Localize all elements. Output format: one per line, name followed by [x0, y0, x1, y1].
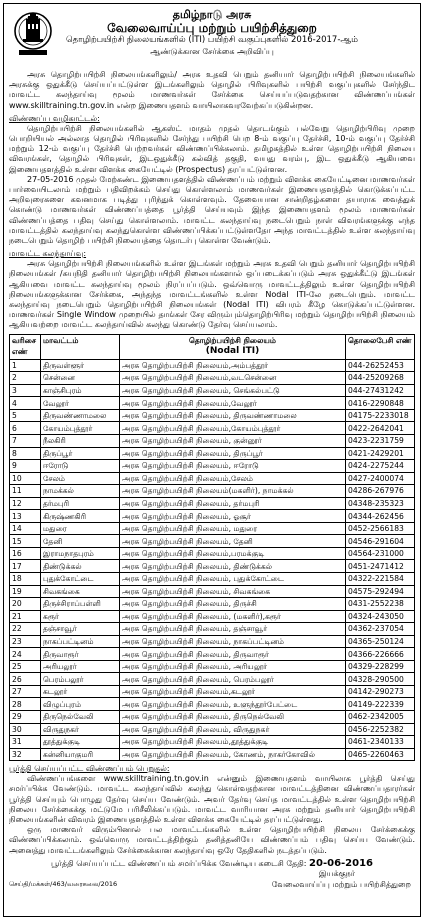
row-iti: அரசு தொழிற்பயிற்சி நிலையம், புதுக்கோட்டை — [120, 572, 346, 585]
counselling-paragraph: அரசு தொழிற்பயிற்சி நிலையங்களில் உள்ள இடங்கள் மற்றும் அரசு உதவி பெறும் தனியார் தொழிற்பயிற்சி நிலையங்கள் /சுயநிதி தனியார் தொழிற்பயிற்சி நிலையங்களால் ஒப்படைக்கப்படும் அரசு ஒதுக்கீட்டு இடங்கள் ஆகியவை மாவட்ட கலந்தாய்வு மூலம் நிரப்பப்படும். ஒவ்வொரு மாவட்டத்திலும் உள்ள தொழிற்பயிற்சி நிலையங்களுக்கான சேர்க்கை, அந்தந்த மாவட்டங்களில் உள்ள Nodal ITI-லே நடைபெறும். மாவட்ட கலந்தாய்வு நடைபெறும் தொழிற்பயிற்சி நிலையங்கள் (Nodal ITI) விபரம் கீழே கொடுக்கப்பட்டுள்ளன. மாணவர்கள் Single Window முறையில் தாங்கள் சேர விரும்பும்தொழிற்பிரிவு மற்றும் தொழிற்பயிற்சி நிலையம் ஆகியவற்றை மாவட்ட கலந்தாய்வில் கலந்து கொண்டு தேர்வு செய்யலாம். — [9, 259, 415, 330]
row-iti: அரசு தொழிற்பயிற்சி நிலையம்,பரமக்குடி — [120, 547, 346, 560]
row-serial: 14 — [10, 522, 41, 535]
row-district: தூத்துக்குடி — [41, 736, 120, 749]
row-district: கடலூர் — [41, 685, 120, 698]
row-phone: 0424-2275244 — [346, 460, 415, 473]
row-serial: 1 — [10, 359, 41, 372]
row-phone: 0423-2231759 — [346, 434, 415, 447]
table-row — [10, 585, 415, 598]
row-serial: 24 — [10, 648, 41, 661]
row-district: சிவகங்கை — [41, 585, 120, 598]
table-row — [10, 560, 415, 573]
signatory-department: வேலைவாய்ப்பு மற்றும் பயிற்சித்துறை — [271, 879, 411, 889]
col-header-phone: தொலைபேசி எண் — [346, 334, 415, 359]
row-iti: அரசு தொழிற்பயிற்சி நிலையம், விருதுநகர் — [120, 723, 346, 736]
table-row — [10, 434, 415, 447]
notice-header — [9, 8, 415, 70]
row-phone: 04575-292494 — [346, 585, 415, 598]
row-iti: அரசு தொழிற்பயிற்சி நிலையம், திருச்சி — [120, 598, 346, 611]
table-row — [10, 547, 415, 560]
row-serial: 29 — [10, 710, 41, 723]
col-header-iti — [120, 334, 346, 359]
row-district: திண்டுக்கல் — [41, 560, 120, 573]
row-iti: அரசு தொழிற்பயிற்சி நிலையம்,சேலம் — [120, 472, 346, 485]
row-iti: அரசு தொழிற்பயிற்சி நிலையம், திருவண்ணாமலை — [120, 409, 346, 422]
row-serial: 5 — [10, 409, 41, 422]
row-district: அரியலூர் — [41, 660, 120, 673]
col-header-iti-sub: (Nodal ITI) — [205, 345, 260, 356]
row-iti: அரசு தொழிற்பயிற்சி நிலையம், திருவாரூர் — [120, 648, 346, 661]
row-iti: அரசு தொழிற்பயிற்சி நிலையம்,வேலூர் — [120, 397, 346, 410]
row-serial: 23 — [10, 635, 41, 648]
row-iti: அரசு தொழிற்பயிற்சி நிலையம், தஞ்சாவூர் — [120, 623, 346, 636]
row-district: தேனி — [41, 535, 120, 548]
row-serial: 17 — [10, 560, 41, 573]
row-serial: 10 — [10, 472, 41, 485]
row-district: திருவண்ணாமலை — [41, 409, 120, 422]
deadline — [9, 858, 415, 869]
row-district: சேலம் — [41, 472, 120, 485]
nodal-iti-table — [9, 334, 415, 762]
row-phone: 044-27431242 — [346, 384, 415, 397]
row-serial: 2 — [10, 372, 41, 385]
row-district: திருச்சிராப்பள்ளி — [41, 598, 120, 611]
section-counselling-title: மாவட்ட கலந்தாய்வு: — [9, 249, 87, 259]
row-serial: 21 — [10, 610, 41, 623]
table-row — [10, 510, 415, 523]
table-row — [10, 660, 415, 673]
row-iti: அரசு தொழிற்பயிற்சி நிலையம்,கடலூர் — [120, 685, 346, 698]
table-row — [10, 372, 415, 385]
table-row — [10, 572, 415, 585]
row-district: விழுப்புரம் — [41, 698, 120, 711]
row-district: கிருஷ்ணகிரி — [41, 510, 120, 523]
row-serial: 4 — [10, 397, 41, 410]
table-row — [10, 447, 415, 460]
row-phone: 0421-2429201 — [346, 447, 415, 460]
table-row — [10, 748, 415, 761]
row-phone: 04286-267976 — [346, 485, 415, 498]
row-serial: 20 — [10, 598, 41, 611]
table-row — [10, 497, 415, 510]
row-phone: 0422-2642041 — [346, 422, 415, 435]
table-row — [10, 698, 415, 711]
row-iti: அரசு தொழிற்பயிற்சி நிலையம், திருநெல்வேலி — [120, 710, 346, 723]
col-header-district: மாவட்டம் — [41, 334, 120, 359]
row-phone: 0462-2342005 — [346, 710, 415, 723]
table-row — [10, 409, 415, 422]
row-phone: 04348-235323 — [346, 497, 415, 510]
row-serial: 32 — [10, 748, 41, 761]
row-phone: 04365-250124 — [346, 635, 415, 648]
row-phone: 0456-2252382 — [346, 723, 415, 736]
row-serial: 3 — [10, 384, 41, 397]
submission-paragraph-2: ஒரு மாணவர் விரும்பினால் பல மாவட்டங்களில் உள்ள தொழிற்பயிற்சி நிலைய சேர்க்கைக்கு விண்ணப்பிக்கலாம். ஒவ்வொரு மாவட்டத்திற்கும் தனித்தனியே விண்ணப்பம் பதிவு செய்ய வேண்டும். அனைத்து மாவட்டங்களிலும் சேர்க்கைக்கான கலந்தாய்வு ஒரே தேதிகளில் நடத்தப்படும். — [9, 825, 415, 855]
row-iti: அரசு தொழிற்பயிற்சி நிலையம், கோணம், நாகர்கோவில் — [120, 748, 346, 761]
row-phone: 0427-2400074 — [346, 472, 415, 485]
row-phone: 0431-2552238 — [346, 598, 415, 611]
row-district: வேலூர் — [41, 397, 120, 410]
row-serial: 8 — [10, 447, 41, 460]
row-district: கன்னியாகுமரி — [41, 748, 120, 761]
signature-block — [9, 869, 415, 891]
table-header-row — [10, 334, 415, 359]
row-iti: அரசு தொழிற்பயிற்சி நிலையம், குன்னூர் — [120, 434, 346, 447]
row-district: சென்னை — [41, 372, 120, 385]
row-district: நாகப்பட்டினம் — [41, 635, 120, 648]
intro-paragraph: அரசு தொழிற்பயிற்சி நிலையங்களிலும்/ அரசு உதவி பெறும் தனியார் தொழிற்பயிற்சி நிலையங்களில் அரசுக்கு ஒதுக்கீடு செய்யப்பட்டுள்ள இடங்களிலும் தொழில் பிரிவுகளில் பயிற்சி வகுப்புகளில் சேர்ந்திட மாவட்ட கலந்தாய்வு மூலம் மாணவர்கள் சேர்க்கை செய்யப்படுவதற்கான விண்ணப்பங்கள் www.skilltraining.tn.gov.in என்ற இணையதளம் வாயிலாகவரவேற்கப்படுகின்றன. — [9, 70, 415, 110]
row-phone: 0451-2471412 — [346, 560, 415, 573]
row-iti: அரசு தொழிற்பயிற்சி நிலையம், சிவகங்கை — [120, 585, 346, 598]
table-row — [10, 460, 415, 473]
deadline-date: 20-06-2016 — [309, 857, 374, 869]
guidance-paragraph-1: தொழிற்பயிற்சி நிலையங்களில் ஆகஸ்ட் மாதம் முதல் தொடங்கும் பல்வேறு தொழிற்பிரிவு முறை பொறியியல் அல்லாத தொழில் பிரிவுகளில் சேர்ந்து பயிற்சி பெற 8-ம் வகுப்பு தேர்ச்சி, 10-ம் வகுப்பு தேர்ச்சி மற்றும் 12-ம் வகுப்பு தேர்ச்சி பெற்றவர்கள் விண்ணப்பிக்கலாம். தமிழகத்தில் உள்ள தொழிற்பயிற்சி நிலைய விவரங்கள், தொழில் பிரிவுகள், இடஒதுக்கீடு கல்வித் தகுதி, வயது வரம்பு, இட ஒதுக்கீடு ஆகியவை இணையதளத்தில் உள்ள விளக்க கையேட்டில் (Prospectus) தரப்பட்டுள்ளன. — [9, 123, 415, 174]
table-row — [10, 723, 415, 736]
row-phone: 0416-2290848 — [346, 397, 415, 410]
row-district: நாமக்கல் — [41, 485, 120, 498]
col-header-iti-label: தொழிற்பயிற்சி நிலையம் — [188, 335, 277, 345]
col-header-serial: வரிசை எண் — [10, 334, 41, 359]
row-phone: 04546-291604 — [346, 535, 415, 548]
header-line-1: தமிழ்நாடு அரசு — [172, 8, 252, 21]
row-phone: 04328-290500 — [346, 673, 415, 686]
row-district: திருநெல்வேலி — [41, 710, 120, 723]
row-phone: 04329-228299 — [346, 660, 415, 673]
row-iti: அரசு தொழிற்பயிற்சி நிலையம், ஈரோடு — [120, 460, 346, 473]
row-serial: 16 — [10, 547, 41, 560]
row-district: இராமநாதபுரம் — [41, 547, 120, 560]
row-district: காஞ்சிபுரம் — [41, 384, 120, 397]
reference-number: செய்தி/மக்கள்/463/வரைகலை/2016 — [9, 879, 118, 888]
table-row — [10, 397, 415, 410]
row-district: புதுக்கோட்டை — [41, 572, 120, 585]
row-phone: 0461-2340133 — [346, 736, 415, 749]
row-iti: அரசு தொழிற்பயிற்சி நிலையம், ஓசூர் — [120, 510, 346, 523]
row-serial: 7 — [10, 434, 41, 447]
row-iti: அரசு தொழிற்பயிற்சி நிலையம்,அம்பத்தூர் — [120, 359, 346, 372]
table-row — [10, 522, 415, 535]
row-phone: 04149-222339 — [346, 698, 415, 711]
notice-subtitle: தொழிற்பயிற்சி நிலையங்களில் (ITI) பயிற்சி வகுப்புகளில் 2016-2017-ஆம் — [65, 35, 358, 45]
row-serial: 9 — [10, 460, 41, 473]
row-phone: 04564-231000 — [346, 547, 415, 560]
deadline-label: பூர்த்தி செய்யப்பட்ட விண்ணப்பம் சமர்ப்பிக்க வேண்டிய கடைசி தேதி: — [50, 858, 307, 868]
row-serial: 27 — [10, 685, 41, 698]
row-phone: 04142-290273 — [346, 685, 415, 698]
row-phone: 04362-237054 — [346, 623, 415, 636]
guidance-paragraph-2: 27-05-2016 முதல் மேற்கண்ட இணையதளத்தில் விண்ணப்பம் மற்றும் விளக்க கையேட்டினை மாணவர்கள் பார்வையிடலாம் மற்றும் பதிவிறக்கம் செய்து கொள்ளலாம் மாணவர்கள் இணையதளத்தில் கொடுக்கப்பட்ட அறிவுரைகளை கவனமாக படித்து புரிந்துக் கொள்ளவும். தேவையான சான்றிதழ்களை தயாராக வைத்துக் கொண்டு மாணவர்கள் விண்ணப்பத்தை பூர்த்தி செய்யவும் இந்த இணையதளம் மூலம் மாணவர்கள் விண்ணப்பத்தை பதிவு செய்து கொள்ளலாம். மாவட்ட கலந்தாய்வு நடைபெறும் நாள் விவரங்களுக்கு எந்த மாவட்டத்தில் கலந்தாய்வு கலந்துகொள்ள விண்ணப்பிக்கப்பட்டுள்ளதோ அந்த மாவட்டத்தில் உள்ள கலந்தாய்வு நடைபெறும் தொழிற் பயிற்சி நிலையத்தை தொடர்பு கொள்ள வேண்டும். — [9, 174, 415, 246]
section-guidance-title: விண்ணப்ப வழிகாட்டல்: — [9, 113, 100, 123]
table-row — [10, 673, 415, 686]
row-serial: 11 — [10, 485, 41, 498]
row-district: தஞ்சாவூர் — [41, 623, 120, 636]
row-district: கோயம்புத்தூர் — [41, 422, 120, 435]
row-iti: அரசு தொழிற்பயிற்சி நிலையம்,தூத்துக்குடி — [120, 736, 346, 749]
row-district: தர்மபுரி — [41, 497, 120, 510]
row-iti: அரசு தொழிற்பயிற்சி நிலையம்(மகளிர்), நாமக்கல் — [120, 485, 346, 498]
row-serial: 18 — [10, 572, 41, 585]
table-row — [10, 384, 415, 397]
table-row — [10, 685, 415, 698]
row-iti: அரசு தொழிற்பயிற்சி நிலையம், தர்மபுரி — [120, 497, 346, 510]
row-district: நீலகிரி — [41, 434, 120, 447]
table-row — [10, 710, 415, 723]
notice-title: ஆண்டுக்கான சேர்க்கை அறிவிப்பு — [150, 47, 274, 56]
table-row — [10, 648, 415, 661]
table-row — [10, 535, 415, 548]
row-iti: அரசு தொழிற்பயிற்சி நிலையம், திண்டுக்கல் — [120, 560, 346, 573]
row-phone: 04366-226666 — [346, 648, 415, 661]
row-iti: அரசு தொழிற்பயிற்சி நிலையம், உளுந்தூர்பேட்டை — [120, 698, 346, 711]
row-serial: 30 — [10, 723, 41, 736]
notice-page — [3, 3, 421, 917]
table-row — [10, 736, 415, 749]
row-district: ஈரோடு — [41, 460, 120, 473]
row-phone: 04175-2233018 — [346, 409, 415, 422]
row-serial: 13 — [10, 510, 41, 523]
row-district: திருவாரூர் — [41, 648, 120, 661]
row-serial: 6 — [10, 422, 41, 435]
row-phone: 044-26252453 — [346, 359, 415, 372]
department-title: வேலைவாய்ப்பு மற்றும் பயிற்சித்துறை — [107, 21, 317, 35]
signatory-title: இயக்குநர் — [318, 868, 355, 878]
table-row — [10, 422, 415, 435]
row-serial: 28 — [10, 698, 41, 711]
table-row — [10, 610, 415, 623]
table-row — [10, 472, 415, 485]
row-serial: 25 — [10, 660, 41, 673]
row-district: மதுரை — [41, 522, 120, 535]
row-serial: 15 — [10, 535, 41, 548]
row-phone: 044-25209268 — [346, 372, 415, 385]
table-row — [10, 635, 415, 648]
row-phone: 04324-243050 — [346, 610, 415, 623]
row-phone: 04344-262456 — [346, 510, 415, 523]
row-iti: அரசு தொழிற்பயிற்சி நிலையம், பெரம்பலூர் — [120, 673, 346, 686]
row-serial: 12 — [10, 497, 41, 510]
row-district: விருதுநகர் — [41, 723, 120, 736]
row-phone: 04322-221584 — [346, 572, 415, 585]
row-iti: அரசு தொழிற்பயிற்சி நிலையம், செங்கல்பட்டு — [120, 384, 346, 397]
table-row — [10, 598, 415, 611]
row-district: திருப்பூர் — [41, 447, 120, 460]
submission-paragraph-1: விண்ணப்பங்களை www.skilltraining.tn.gov.in என்னும் இணையதளம் வாயிலாக பூர்த்தி செய்து சமர்ப்பிக்க வேண்டும். மாவட்ட கலந்தாய்வில் கலந்து கொள்வதற்கான மாவட்டத்தினை விண்ணப்பதாரர்கள் பூர்த்தி செய்யும் பொழுது தேர்வு செய்ய வேண்டும். அவர் தேர்வு செய்த மாவட்டத்தில் உள்ள தொழிற்பயிற்சி நிலைய சேர்க்கைக்கு மட்டுமே பரிசீலிக்கப்படும். மாவட்ட வாரியான அரசு மற்றும் தனியார் தொழிற்பயிற்சி நிலையங்களின் விவரம் இணையதளத்தில் உள்ள விளக்க கையேட்டில் தரப்பட்டுள்ளது. — [9, 774, 415, 824]
row-iti: அரசு தொழிற்பயிற்சி நிலையம்,கோயம்புத்தூர் — [120, 422, 346, 435]
row-serial: 19 — [10, 585, 41, 598]
table-row — [10, 359, 415, 372]
row-serial: 26 — [10, 673, 41, 686]
row-serial: 31 — [10, 736, 41, 749]
row-iti: அரசு தொழிற்பயிற்சி நிலையம், நாகப்பட்டினம் — [120, 635, 346, 648]
row-phone: 0452-2566183 — [346, 522, 415, 535]
row-phone: 0465-2260463 — [346, 748, 415, 761]
row-district: பெரம்பலூர் — [41, 673, 120, 686]
row-serial: 22 — [10, 623, 41, 636]
table-row — [10, 623, 415, 636]
row-iti: அரசு தொழிற்பயிற்சி நிலையம், (மகளிர்),கரூர் — [120, 610, 346, 623]
row-district: கரூர் — [41, 610, 120, 623]
row-iti: அரசு தொழிற்பயிற்சி நிலையம், அரியலூர் — [120, 660, 346, 673]
row-district: திருவள்ளூர் — [41, 359, 120, 372]
state-emblem-icon — [13, 10, 53, 56]
row-iti: அரசு தொழிற்பயிற்சி நிலையம், தேனி — [120, 535, 346, 548]
row-iti: அரசு தொழிற்பயிற்சி நிலையம், மதுரை — [120, 522, 346, 535]
section-submission-title: பூர்த்தி செய்யப்பட்ட விண்ணப்பம் பெறுதல்: — [9, 764, 170, 774]
row-iti: அரசு தொழிற்பயிற்சி நிலையம்,வடசென்னை — [120, 372, 346, 385]
table-row — [10, 485, 415, 498]
row-iti: அரசு தொழிற்பயிற்சி நிலையம், திருப்பூர் — [120, 447, 346, 460]
